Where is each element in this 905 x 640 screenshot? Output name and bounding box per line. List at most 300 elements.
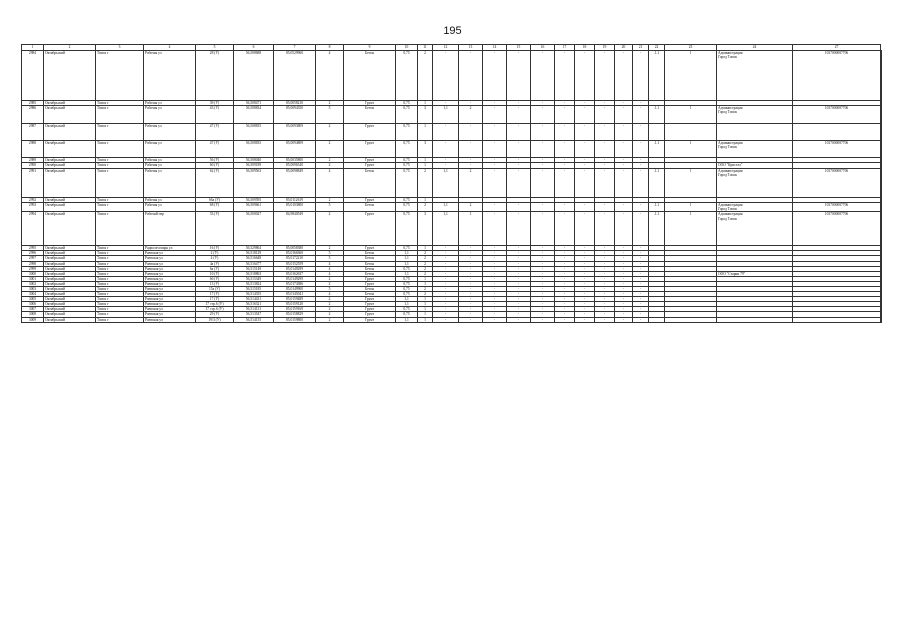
- table-cell: -: [615, 163, 633, 168]
- table-cell: 85,0094350: [274, 106, 316, 123]
- table-cell: -: [433, 123, 459, 140]
- table-cell: 2990: [22, 163, 44, 168]
- table-cell: 1: [665, 106, 717, 123]
- table-cell: 2: [418, 261, 433, 266]
- table-cell: Октябрьский: [44, 276, 96, 281]
- table-cell: -: [483, 261, 507, 266]
- table-cell: -: [633, 307, 649, 312]
- table-cell: -: [459, 307, 483, 312]
- table-cell: 0,75: [396, 140, 418, 157]
- table-cell: Раевская ул: [144, 251, 196, 256]
- table-cell: -: [595, 261, 615, 266]
- table-cell: 0,75: [396, 51, 418, 101]
- table-cell: Томск г: [96, 261, 144, 266]
- table-cell: -: [555, 317, 575, 322]
- table-cell: 4: [316, 292, 344, 297]
- table-cell: 5: [316, 286, 344, 291]
- table-cell: Томск г: [96, 168, 144, 198]
- table-cell: Томск г: [96, 158, 144, 163]
- table-cell: -: [595, 106, 615, 123]
- table-cell: 1: [665, 212, 717, 246]
- table-cell: -: [507, 281, 531, 286]
- table-cell: -: [575, 256, 595, 261]
- table-cell: -: [575, 266, 595, 271]
- table-cell: [649, 317, 665, 322]
- table-cell: -: [459, 292, 483, 297]
- table-cell: -: [507, 276, 531, 281]
- owner-ogrn: 1037000087706: [793, 212, 881, 246]
- table-cell: 56,516321: [234, 302, 274, 307]
- table-cell: Томск г: [96, 292, 144, 297]
- table-cell: 56,513824: [234, 281, 274, 286]
- table-cell: 4: [316, 261, 344, 266]
- table-cell: -: [555, 51, 575, 101]
- table-cell: -: [595, 286, 615, 291]
- table-cell: -: [615, 266, 633, 271]
- table-cell: 56,515149: [234, 266, 274, 271]
- table-cell: -: [459, 276, 483, 281]
- table-cell: Октябрьский: [44, 163, 96, 168]
- table-cell: -: [595, 212, 615, 246]
- table-cell: Раевская ул: [144, 317, 196, 322]
- table-cell: 2: [316, 198, 344, 203]
- table-cell: 2: [418, 256, 433, 261]
- table-cell: -: [507, 307, 531, 312]
- table-cell: Грунт: [344, 140, 396, 157]
- table-cell: -: [615, 286, 633, 291]
- column-number: 7: [274, 45, 316, 51]
- table-cell: -: [595, 271, 615, 276]
- table-cell: -: [507, 292, 531, 297]
- table-cell: -: [507, 163, 531, 168]
- table-cell: -: [575, 276, 595, 281]
- table-cell: -: [507, 246, 531, 251]
- table-cell: 85,0159800: [274, 317, 316, 322]
- table-cell: -: [507, 106, 531, 123]
- table-cell: -: [555, 212, 575, 246]
- column-number: 9: [344, 45, 396, 51]
- table-cell: -: [615, 203, 633, 212]
- table-cell: 0,75: [396, 212, 418, 246]
- table-cell: Грунт: [344, 297, 396, 302]
- table-cell: 1: [459, 212, 483, 246]
- table-cell: 3: [418, 140, 433, 157]
- table-cell: Раевская ул: [144, 256, 196, 261]
- table-cell: 3006: [22, 302, 44, 307]
- table-cell: 0,75: [396, 158, 418, 163]
- table-cell: 85,0152559: [274, 261, 316, 266]
- table-cell: 13 (У): [196, 281, 234, 286]
- table-cell: -: [531, 212, 555, 246]
- table-cell: -: [433, 271, 459, 276]
- table-cell: 3001: [22, 276, 44, 281]
- table-cell: -: [633, 281, 649, 286]
- table-cell: -: [575, 302, 595, 307]
- table-cell: -: [507, 266, 531, 271]
- table-cell: 4: [316, 271, 344, 276]
- table-cell: Раевская ул: [144, 276, 196, 281]
- table-cell: -: [531, 307, 555, 312]
- table-cell: 56,513547: [234, 312, 274, 317]
- table-cell: 1: [665, 51, 717, 101]
- table-cell: 2996: [22, 251, 44, 256]
- table-cell: -: [615, 276, 633, 281]
- owner-line: Город Томск: [718, 207, 738, 212]
- table-cell: -: [483, 123, 507, 140]
- table-cell: 66а (У): [196, 198, 234, 203]
- table-cell: -: [615, 271, 633, 276]
- table-cell: 1,1: [396, 271, 418, 276]
- table-cell: Грунт: [344, 163, 396, 168]
- table-cell: Октябрьский: [44, 198, 96, 203]
- table-cell: -: [633, 297, 649, 302]
- table-cell: -: [633, 286, 649, 291]
- table-cell: -: [531, 158, 555, 163]
- table-cell: -: [633, 312, 649, 317]
- table-cell: -: [507, 297, 531, 302]
- table-cell: -: [615, 106, 633, 123]
- table-cell: 1: [418, 123, 433, 140]
- table-cell: -: [531, 261, 555, 266]
- table-cell: 56,529864: [234, 246, 274, 251]
- table-cell: -: [459, 271, 483, 276]
- table-cell: -: [555, 292, 575, 297]
- table-cell: -: [459, 251, 483, 256]
- table-cell: Томск г: [96, 276, 144, 281]
- table-cell: 3004: [22, 292, 44, 297]
- table-cell: -: [483, 281, 507, 286]
- table-cell: 2994: [22, 212, 44, 246]
- table-cell: 3003: [22, 286, 44, 291]
- table-cell: Бетон: [344, 106, 396, 123]
- table-cell: -: [483, 302, 507, 307]
- table-cell: -: [575, 271, 595, 276]
- table-cell: -: [459, 101, 483, 106]
- table-cell: -: [595, 140, 615, 157]
- table-cell: -: [483, 292, 507, 297]
- table-cell: -: [531, 266, 555, 271]
- table-cell: -: [531, 271, 555, 276]
- table-cell: -: [595, 123, 615, 140]
- table-cell: Бетон: [344, 51, 396, 101]
- table-cell: 2989: [22, 158, 44, 163]
- column-number: 19: [595, 45, 615, 51]
- table-cell: -: [595, 281, 615, 286]
- table-cell: Грунт: [344, 307, 396, 312]
- table-cell: Октябрьский: [44, 286, 96, 291]
- table-row: [22, 212, 882, 246]
- table-cell: 84,9840549: [274, 212, 316, 246]
- table-cell: 56,508834: [234, 106, 274, 123]
- table-cell: 2: [316, 297, 344, 302]
- table-cell: -: [483, 251, 507, 256]
- table-cell: -: [483, 312, 507, 317]
- table-row: [22, 106, 882, 123]
- owner-line: Администрация: [718, 140, 743, 145]
- table-cell: Рабочая ул: [144, 140, 196, 157]
- table-cell: [649, 123, 665, 140]
- table-cell: Октябрьский: [44, 158, 96, 163]
- table-cell: -: [483, 106, 507, 123]
- table-cell: -: [595, 292, 615, 297]
- table-cell: -: [615, 246, 633, 251]
- table-cell: Октябрьский: [44, 140, 96, 157]
- table-cell: Бетон: [344, 256, 396, 261]
- table-cell: -: [633, 246, 649, 251]
- table-cell: Раевская ул: [144, 292, 196, 297]
- table-cell: -: [507, 302, 531, 307]
- table-cell: 3007: [22, 307, 44, 312]
- table-cell: -: [507, 123, 531, 140]
- table-cell: 1,1: [396, 256, 418, 261]
- table-cell: 0,75: [396, 246, 418, 251]
- table-cell: -: [531, 286, 555, 291]
- table-cell: 56,508835: [234, 140, 274, 157]
- table-cell: -: [433, 256, 459, 261]
- table-cell: -: [507, 101, 531, 106]
- table-cell: 2993: [22, 203, 44, 212]
- table-cell: Рабочая ул: [144, 51, 196, 101]
- table-cell: 5: [316, 251, 344, 256]
- table-row: [22, 203, 882, 212]
- table-cell: Рабочий пер: [144, 212, 196, 246]
- table-cell: Рабочая ул: [144, 101, 196, 106]
- table-cell: -: [615, 251, 633, 256]
- owner-ogrn: [793, 317, 881, 322]
- table-cell: -: [483, 163, 507, 168]
- table-cell: -: [575, 51, 595, 101]
- table-cell: -: [459, 246, 483, 251]
- table-cell: Томск г: [96, 297, 144, 302]
- table-cell: -: [595, 101, 615, 106]
- owner-line: Город Томск: [718, 110, 738, 115]
- table-cell: -: [459, 123, 483, 140]
- table-cell: -: [575, 203, 595, 212]
- table-cell: Томск г: [96, 106, 144, 123]
- table-cell: 85,0172210: [274, 256, 316, 261]
- table-cell: Томск г: [96, 286, 144, 291]
- owner-line: ООО "Кристал": [718, 163, 743, 168]
- owner-organization: [717, 140, 793, 157]
- table-cell: 17 (У): [196, 292, 234, 297]
- table-cell: Октябрьский: [44, 317, 96, 322]
- table-cell: -: [615, 312, 633, 317]
- table-cell: -: [483, 51, 507, 101]
- table-cell: -: [633, 212, 649, 246]
- table-cell: Томск г: [96, 281, 144, 286]
- table-cell: Томск г: [96, 266, 144, 271]
- table-body: [22, 51, 882, 323]
- table-cell: -: [433, 158, 459, 163]
- table-cell: -: [555, 266, 575, 271]
- table-cell: -: [555, 286, 575, 291]
- table-row: [22, 123, 882, 140]
- table-cell: 2: [418, 286, 433, 291]
- table-cell: 85,0149299: [274, 276, 316, 281]
- table-cell: -: [633, 163, 649, 168]
- table-cell: -: [555, 297, 575, 302]
- table-cell: -: [555, 101, 575, 106]
- table-cell: Октябрьский: [44, 246, 96, 251]
- table-cell: -: [615, 261, 633, 266]
- table-cell: Бетон: [344, 266, 396, 271]
- table-cell: -: [483, 168, 507, 198]
- table-cell: .1.1: [649, 51, 665, 101]
- table-cell: -: [555, 281, 575, 286]
- table-cell: 39 (У): [196, 101, 234, 106]
- table-cell: -: [507, 51, 531, 101]
- table-cell: -: [507, 203, 531, 212]
- table-cell: -: [555, 168, 575, 198]
- table-cell: 85,0159169: [274, 307, 316, 312]
- column-number: 4: [144, 45, 196, 51]
- table-cell: -: [507, 286, 531, 291]
- table-cell: Рабочая ул: [144, 106, 196, 123]
- table-cell: -: [615, 51, 633, 101]
- table-cell: 2: [316, 302, 344, 307]
- table-cell: 0,75: [396, 286, 418, 291]
- table-cell: Томск г: [96, 312, 144, 317]
- owner-organization: [717, 212, 793, 246]
- column-number: 8: [316, 45, 344, 51]
- table-cell: 0,75: [396, 163, 418, 168]
- table-cell: Томск г: [96, 123, 144, 140]
- table-cell: -: [459, 297, 483, 302]
- table-cell: -: [555, 123, 575, 140]
- table-cell: 1,1: [396, 297, 418, 302]
- table-cell: Раевская ул: [144, 297, 196, 302]
- table-cell: 4: [316, 51, 344, 101]
- table-cell: -: [531, 276, 555, 281]
- table-cell: Рабочая ул: [144, 203, 196, 212]
- table-cell: Бетон: [344, 286, 396, 291]
- table-cell: Томск г: [96, 212, 144, 246]
- table-cell: 1: [418, 198, 433, 203]
- table-cell: Томск г: [96, 198, 144, 203]
- table-cell: Октябрьский: [44, 123, 96, 140]
- column-number: 13: [459, 45, 483, 51]
- table-cell: 1,1: [433, 106, 459, 123]
- table-cell: 85,0145041: [274, 292, 316, 297]
- table-cell: -: [459, 51, 483, 101]
- table-cell: -: [433, 101, 459, 106]
- table-cell: 56,514131: [234, 307, 274, 312]
- table-cell: 2 (У): [196, 251, 234, 256]
- table-cell: 4: [316, 168, 344, 198]
- table-cell: 3008: [22, 312, 44, 317]
- table-cell: Раевская ул: [144, 266, 196, 271]
- table-cell: -: [433, 292, 459, 297]
- table-cell: 1: [418, 163, 433, 168]
- table-cell: 2986: [22, 106, 44, 123]
- table-cell: 2: [418, 51, 433, 101]
- table-cell: -: [433, 317, 459, 322]
- table-cell: -: [531, 123, 555, 140]
- table-cell: 2: [316, 317, 344, 322]
- table-cell: Октябрьский: [44, 51, 96, 101]
- table-cell: Октябрьский: [44, 281, 96, 286]
- table-cell: 0,75: [396, 106, 418, 123]
- table-cell: Октябрьский: [44, 312, 96, 317]
- table-cell: 56 (У): [196, 158, 234, 163]
- table-cell: 2: [459, 168, 483, 198]
- table-cell: 56,508040: [234, 158, 274, 163]
- table-cell: -: [633, 271, 649, 276]
- table-cell: -: [433, 312, 459, 317]
- table-cell: -: [555, 140, 575, 157]
- table-cell: 17 стр.6 (У): [196, 302, 234, 307]
- table-cell: 2: [459, 203, 483, 212]
- table-cell: 1: [418, 307, 433, 312]
- table-cell: 15а (У): [196, 286, 234, 291]
- column-number: 12: [433, 45, 459, 51]
- table-cell: 2: [418, 266, 433, 271]
- table-cell: 3000: [22, 271, 44, 276]
- table-cell: -: [483, 307, 507, 312]
- table-cell: 2998: [22, 261, 44, 266]
- table-cell: 85,0149299: [274, 266, 316, 271]
- table-cell: -: [531, 246, 555, 251]
- table-cell: 16 (У): [196, 246, 234, 251]
- table-cell: -: [507, 140, 531, 157]
- table-cell: Томск г: [96, 317, 144, 322]
- table-cell: 2999: [22, 266, 44, 271]
- table-cell: -: [575, 163, 595, 168]
- table-cell: 4 (У): [196, 256, 234, 261]
- table-cell: Раевская ул: [144, 307, 196, 312]
- column-number: 16: [531, 45, 555, 51]
- table-cell: Октябрьский: [44, 266, 96, 271]
- table-cell: Рабочая ул: [144, 198, 196, 203]
- table-cell: -: [575, 123, 595, 140]
- served-addresses: [881, 123, 882, 140]
- table-cell: -: [531, 312, 555, 317]
- table-cell: -: [483, 317, 507, 322]
- table-cell: 2997: [22, 256, 44, 261]
- table-cell: -: [595, 297, 615, 302]
- table-cell: -: [507, 251, 531, 256]
- table-cell: -: [633, 292, 649, 297]
- table-cell: 2: [418, 271, 433, 276]
- served-addresses: [881, 212, 882, 246]
- table-cell: -: [483, 266, 507, 271]
- table-cell: 85,0149900: [274, 286, 316, 291]
- table-cell: 1: [665, 140, 717, 157]
- table-cell: -: [433, 286, 459, 291]
- table-cell: Грунт: [344, 246, 396, 251]
- table-cell: 10 (У): [196, 271, 234, 276]
- table-cell: -: [433, 251, 459, 256]
- table-cell: 47 (У): [196, 123, 234, 140]
- table-cell: 33 (У): [196, 212, 234, 246]
- owner-ogrn: 1037000087706: [793, 140, 881, 157]
- table-cell: 2: [316, 246, 344, 251]
- table-cell: Октябрьский: [44, 106, 96, 123]
- column-number: 23: [665, 45, 717, 51]
- table-cell: 1: [418, 317, 433, 322]
- table-cell: -: [507, 212, 531, 246]
- table-cell: 56,509189: [234, 163, 274, 168]
- table-cell: 2987: [22, 123, 44, 140]
- table-cell: .1.1: [649, 140, 665, 157]
- table-cell: .1.1: [649, 203, 665, 212]
- table-cell: -: [595, 203, 615, 212]
- table-cell: [665, 123, 717, 140]
- table-cell: 1,1: [396, 251, 418, 256]
- table-cell: -: [555, 271, 575, 276]
- column-number: 15: [507, 45, 531, 51]
- owner-organization: [717, 317, 793, 322]
